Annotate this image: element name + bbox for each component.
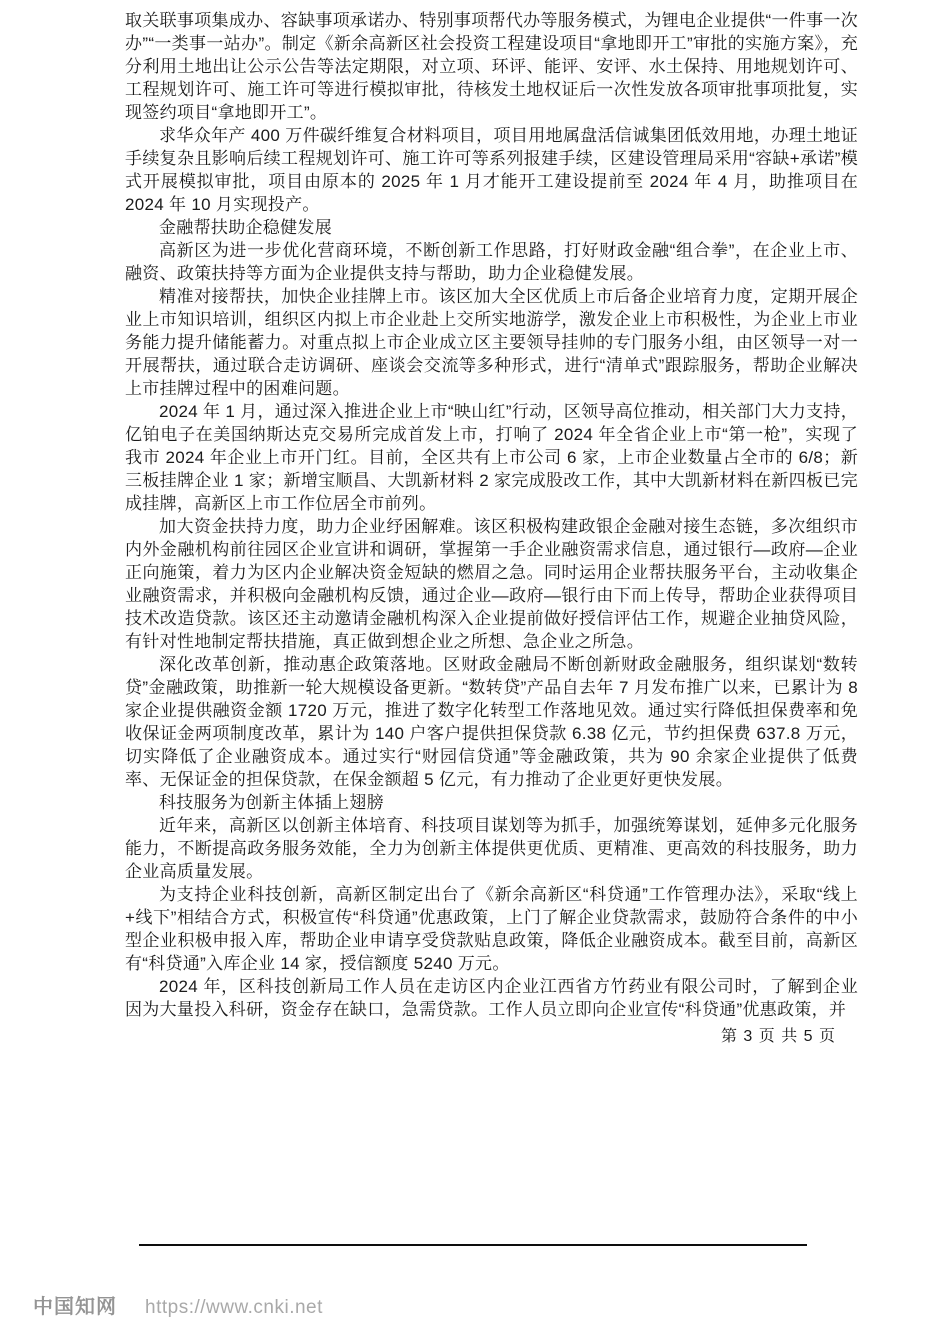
paragraph: 深化改革创新，推动惠企政策落地。区财政金融局不断创新财政金融服务，组织谋划“数转贷”金融政策，助推新一轮大规模设备更新。“数转贷”产品自去年 7 月发布推广以来，已累计为 8 家企业提供融资金额 1720 万元，推进了数字化转型工作落地见效。通过实行降低担保费率和免收保证金两项制度改革，累计为 140 户客户提供担保贷款 6.38 亿元，节约担保费 637.8 万元，切实降低了企业融资成本。通过实行“财园信贷通”等金融政策，共为 90 余家企业提供了低费率、无保证金的担保贷款，在保金额超 5 亿元，有力推动了企业更好更快发展。: [125, 655, 858, 789]
section-heading: 科技服务为创新主体插上翅膀: [159, 793, 384, 812]
paragraph: 加大资金扶持力度，助力企业纾困解难。该区积极构建政银企金融对接生态链，多次组织市内外金融机构前往园区企业宣讲和调研，掌握第一手企业融资需求信息，通过银行—政府—企业正向施策，着力为区内企业解决资金短缺的燃眉之急。同时运用企业帮扶服务平台，主动收集企业融资需求，并积极向金融机构反馈，通过企业—政府—银行由下而上传导，帮助企业获得项目技术改造贷款。该区还主动邀请金融机构深入企业提前做好授信评估工作，规避企业抽贷风险，有针对性地制定帮扶措施，真正做到想企业之所想、急企业之所急。: [125, 517, 858, 651]
signature-rule: [139, 1244, 807, 1246]
paragraph: 精准对接帮扶，加快企业挂牌上市。该区加大全区优质上市后备企业培育力度，定期开展企业上市知识培训，组织区内拟上市企业赴上交所实地游学，激发企业上市积极性，为企业上市业务能力提升储能蓄力。对重点拟上市企业成立区主要领导挂帅的专门服务小组，由区领导一对一开展帮扶，通过联合走访调研、座谈会交流等多种形式，进行“清单式”跟踪服务，帮助企业解决上市挂牌过程中的困难问题。: [125, 287, 858, 398]
paragraph: 近年来，高新区以创新主体培育、科技项目谋划等为抓手，加强统筹谋划，延伸多元化服务能力，不断提高政务服务效能，全力为创新主体提供更优质、更精准、更高效的科技服务，助力企业高质量发展。: [125, 816, 858, 881]
document-text: [125, 9, 858, 1021]
cnki-logo: 中国知网: [33, 1296, 117, 1318]
paragraph: 取关联事项集成办、容缺事项承诺办、特别事项帮代办等服务模式，为锂电企业提供“一件事一次办”“一类事一站办”。制定《新余高新区社会投资工程建设项目“拿地即开工”审批的实施方案》，充分利用土地出让公示公告等法定期限，对立项、环评、能评、安评、水土保持、用地规划许可、工程规划许可、施工许可等进行模拟审批，待核发土地权证后一次性发放各项审批事项批复，实现签约项目“拿地即开工”。: [125, 11, 858, 122]
section-heading: 金融帮扶助企稳健发展: [159, 218, 332, 237]
page-number: 第 3 页 共 5 页: [720, 1028, 836, 1045]
cnki-url: https://www.cnki.net: [145, 1297, 323, 1318]
paragraph: 2024 年 1 月，通过深入推进企业上市“映山红”行动，区领导高位推动，相关部门大力支持，亿铂电子在美国纳斯达克交易所完成首发上市，打响了 2024 年全省企业上市“第一枪”，实现了我市 2024 年企业上市开门红。目前，全区共有上市公司 6 家，上市企业数量占全市的 6/8；新三板挂牌企业 1 家；新增宝顺昌、大凯新材料 2 家完成股改工作，其中大凯新材料在新四板已完成挂牌，高新区上市工作位居全市前列。: [125, 402, 858, 513]
site-footer: [33, 1290, 323, 1319]
paragraph: 2024 年，区科技创新局工作人员在走访区内企业江西省方竹药业有限公司时，了解到企业因为大量投入科研，资金存在缺口，急需贷款。工作人员立即向企业宣传“科贷通”优惠政策，并: [125, 977, 858, 1019]
paragraph: 求华众年产 400 万件碳纤维复合材料项目，项目用地属盘活信诚集团低效用地，办理土地证手续复杂且影响后续工程规划许可、施工许可等系列报建手续，区建设管理局采用“容缺+承诺”模式开展模拟审批，项目由原本的 2025 年 1 月才能开工建设提前至 2024 年 4 月，助推项目在 2024 年 10 月实现投产。: [125, 126, 858, 214]
paragraph: 为支持企业科技创新，高新区制定出台了《新余高新区“科贷通”工作管理办法》，采取“线上+线下”相结合方式，积极宣传“科贷通”优惠政策，上门了解企业贷款需求，鼓励符合条件的中小型企业积极申报入库，帮助企业申请享受贷款贴息政策，降低企业融资成本。截至目前，高新区有“科贷通”入库企业 14 家，授信额度 5240 万元。: [125, 885, 858, 973]
paragraph: 高新区为进一步优化营商环境，不断创新工作思路，打好财政金融“组合拳”，在企业上市、融资、政策扶持等方面为企业提供支持与帮助，助力企业稳健发展。: [125, 241, 858, 283]
